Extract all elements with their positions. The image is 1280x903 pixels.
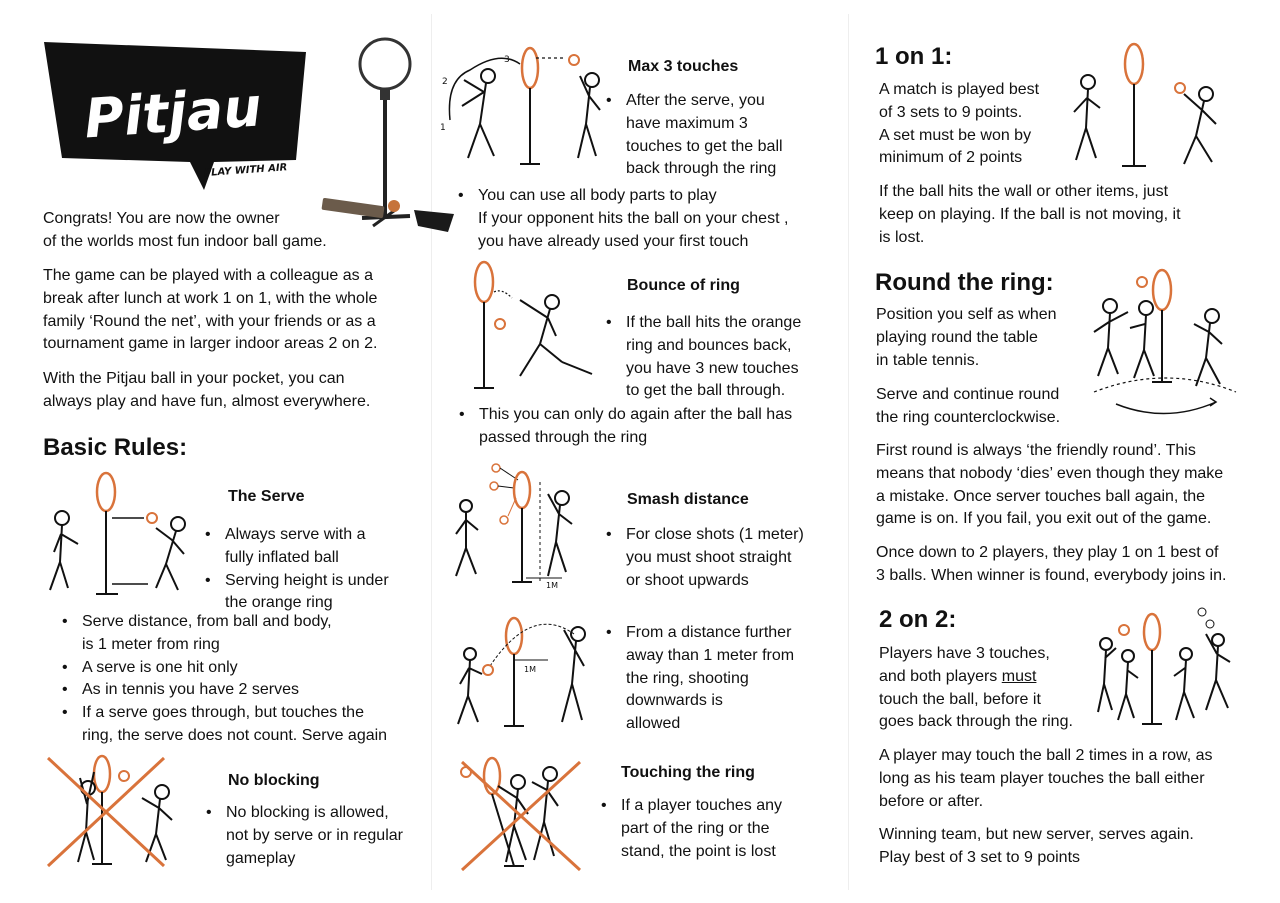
round-p4: Once down to 2 players, they play 1 on 1 best of 3 balls. When winner is found, everybody joins in. [876, 544, 1227, 584]
smash-title: Smash distance [627, 491, 749, 508]
list-item: • If a serve goes through, but touches the ring, the serve does not count. Serve again [58, 702, 428, 748]
touching-ring-title: Touching the ring [621, 764, 755, 781]
two-on-two-p1-part-b: touch the ball, before it goes back through the ring. [879, 690, 1073, 731]
list-item: • From a distance further away than 1 meter from the ring, shooting downwards is allowed [602, 622, 837, 736]
max-touches-bullets [602, 90, 832, 181]
bounce-bullets [602, 312, 837, 403]
no-blocking-title: No blocking [228, 772, 320, 789]
touching-ring-illustration [456, 752, 586, 874]
figure-number: 2 [442, 77, 448, 87]
one-on-one-title: 1 on 1: [875, 43, 953, 70]
list-item: • Always serve with a fully inflated ball [201, 524, 426, 570]
bounce-bullets-wide [455, 404, 840, 450]
list-item: • This you can only do again after the ball has passed through the ring [455, 404, 840, 450]
max-touches-illustration [440, 40, 612, 180]
serve-title: The Serve [228, 488, 305, 505]
logo-tagline: PLAY WITH AIR [203, 162, 288, 180]
smash-close-bullets [602, 524, 837, 592]
figure-number: 3 [504, 55, 510, 65]
list-item: • Serve distance, from ball and body, is 1 meter from ring [58, 611, 428, 657]
round-p1: Position you self as when playing round the table in table tennis. [876, 306, 1057, 369]
smash-far-distance-label: 1M [524, 665, 536, 674]
one-on-one-illustration [1070, 42, 1230, 174]
two-on-two-p1 [879, 643, 1099, 734]
two-on-two-must: must [1001, 667, 1037, 685]
two-on-two-title: 2 on 2: [879, 606, 957, 633]
list-item: • After the serve, you have maximum 3 touches to get the ball back through the ring [602, 90, 832, 181]
round-the-ring-illustration [1086, 264, 1246, 420]
two-on-two-p1-part-a: Players have 3 touches, and both players [879, 645, 1050, 685]
smash-far-bullets [602, 622, 837, 736]
figure-number: 1 [440, 123, 446, 133]
list-item: • If a player touches any part of the ring or the stand, the point is lost [597, 795, 837, 863]
touching-ring-bullets [597, 795, 837, 863]
serve-illustration [44, 472, 194, 602]
list-item: • For close shots (1 meter) you must shoot straight or shoot upwards [602, 524, 837, 592]
two-on-two-p3: Winning team, but new server, serves again. Play best of 3 set to 9 points [879, 826, 1194, 866]
max-touches-bullets-wide [454, 185, 839, 253]
no-blocking-illustration [44, 752, 184, 872]
basic-rules-title: Basic Rules: [43, 434, 188, 461]
no-blocking-bullets [202, 802, 427, 870]
smash-close-distance-label: 1M [546, 581, 558, 590]
intro-modes: The game can be played with a colleague as a break after lunch at work 1 on 1, with the whole family ‘Round the net’, with your friends or as a tournament game in larger indoor areas 2 on 2. [43, 267, 378, 353]
round-p3: First round is always ‘the friendly round’. This means that nobody ‘dies’ even though they make a mistake. Once server touches ball again, the game is on. If you fail, you exit out of the game. [876, 442, 1224, 528]
one-on-one-text2: If the ball hits the wall or other items, just keep on playing. If the ball is not moving, it is lost. [879, 183, 1181, 246]
serve-bullets-wide [58, 611, 428, 748]
round-p2: Serve and continue round the ring counterclockwise. [876, 386, 1061, 426]
two-on-two-illustration [1094, 604, 1250, 736]
pitjau-logo [44, 40, 308, 192]
smash-far-illustration [452, 614, 592, 738]
intro-pocket: With the Pitjau ball in your pocket, you can always play and have fun, almost everywhere. [43, 370, 371, 410]
list-item: • A serve is one hit only [58, 657, 428, 680]
max-touches-title: Max 3 touches [628, 58, 739, 75]
list-item: • You can use all body parts to play If your opponent hits the ball on your chest , you have already used your first touch [454, 185, 839, 253]
column-divider-right [848, 14, 849, 890]
intro-congrats: Congrats! You are now the owner of the worlds most fun indoor ball game. [43, 210, 327, 250]
list-item: • No blocking is allowed, not by serve or in regular gameplay [202, 802, 427, 870]
list-item: • If the ball hits the orange ring and bounces back, you have 3 new touches to get the ball through. [602, 312, 837, 403]
logo-brand: Pitjau [82, 75, 264, 151]
serve-bullets [201, 524, 426, 615]
smash-close-illustration [452, 458, 582, 590]
two-on-two-p2: A player may touch the ball 2 times in a row, as long as his team player touches the ball either before or after. [879, 747, 1213, 810]
list-item: • Serving height is under the orange ring [201, 570, 426, 616]
round-the-ring-title: Round the ring: [875, 269, 1054, 296]
list-item: • As in tennis you have 2 serves [58, 679, 428, 702]
bounce-title: Bounce of ring [627, 277, 740, 294]
one-on-one-text: A match is played best of 3 sets to 9 points. A set must be won by minimum of 2 points [879, 81, 1040, 167]
bounce-illustration [460, 258, 610, 398]
